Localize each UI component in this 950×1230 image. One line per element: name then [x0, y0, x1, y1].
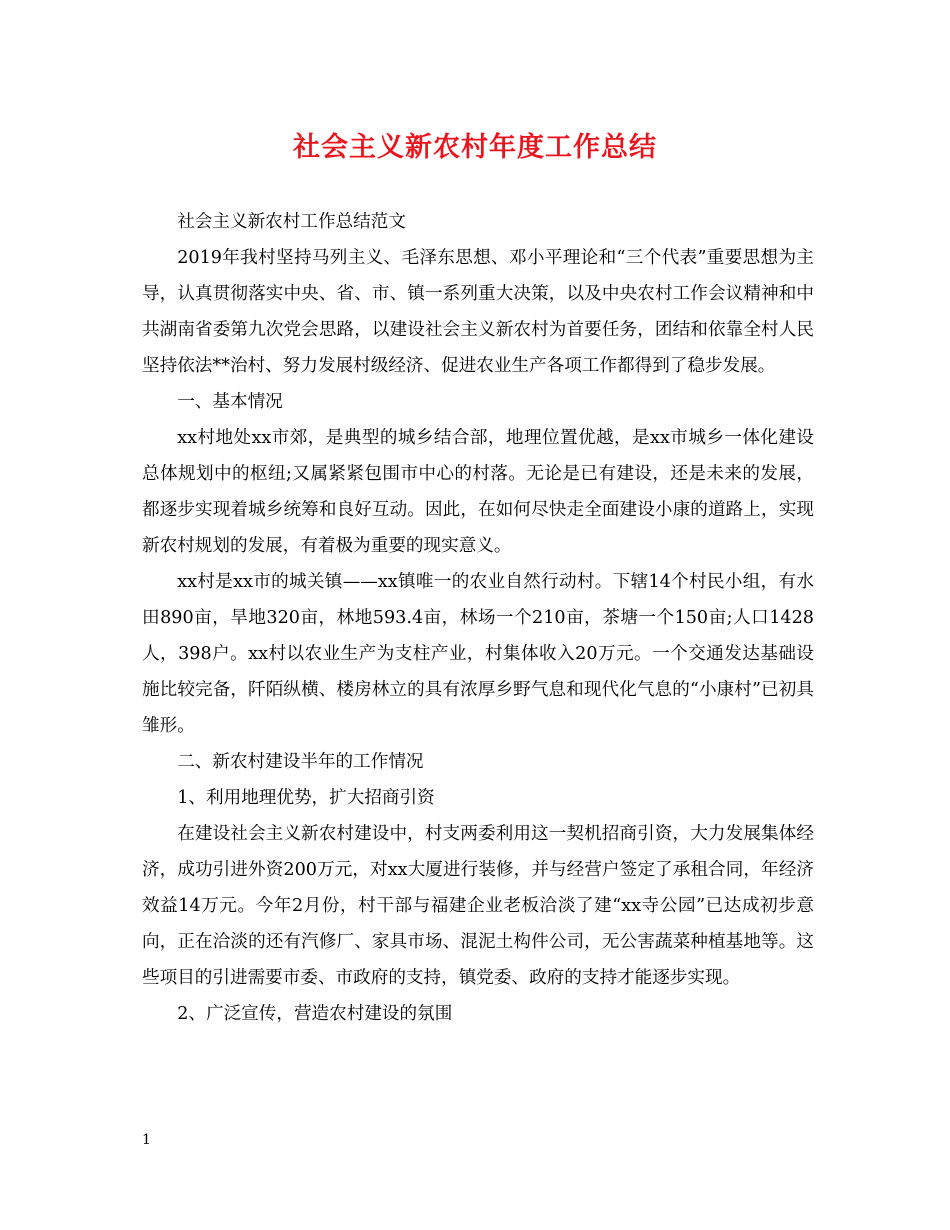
document-title: 社会主义新农村年度工作总结 — [293, 132, 657, 163]
paragraph-village-stats: xx村是xx市的城关镇——xx镇唯一的农业自然行动村。下辖14个村民小组，有水田890亩，旱地320亩，林地593.4亩，林场一个210亩，茶塘一个150亩;人口1428人，398户。xx村以农业生产为支柱产业，村集体收入20万元。一个交通发达基础设施比较完备，阡陌纵横、楼房林立的具有浓厚乡野气息和现代化气息的“小康村”已初具雏形。 — [142, 572, 814, 736]
paragraph-investment: 在建设社会主义新农村建设中，村支两委利用这一契机招商引资，大力发展集体经济，成功引进外资200万元，对xx大厦进行装修，并与经营户签定了承租合同，年经济效益14万元。今年2月份，村干部与福建企业老板洽淡了建“xx寺公园”已达成初步意向，正在洽淡的还有汽修厂、家具市场、混泥土构件公司，无公害蔬菜种植基地等。这些项目的引进需要市委、市政府的支持，镇党委、政府的支持才能逐步实现。 — [142, 824, 814, 988]
paragraph-location: xx村地处xx市郊，是典型的城乡结合部，地理位置优越，是xx市城乡一体化建设总体规划中的枢纽;又属紧紧包围市中心的村落。无论是已有建设，还是未来的发展，都逐步实现着城乡统筹和良好互动。因此，在如何尽快走全面建设小康的道路上，实现新农村规划的发展，有着极为重要的现实意义。 — [142, 428, 814, 556]
paragraph-subtitle: 社会主义新农村工作总结范文 — [177, 212, 406, 232]
subheading-investment: 1、利用地理优势，扩大招商引资 — [177, 788, 435, 808]
document-body — [142, 204, 814, 1032]
paragraph-intro: 2019年我村坚持马列主义、毛泽东思想、邓小平理论和“三个代表”重要思想为主导，认真贯彻落实中央、省、市、镇一系列重大决策，以及中央农村工作会议精神和中共湖南省委第九次党会思路，以建设社会主义新农村为首要任务，团结和依靠全村人民坚持依法**治村、努力发展村级经济、促进农业生产各项工作都得到了稳步发展。 — [142, 248, 814, 376]
subheading-publicity: 2、广泛宣传，营造农村建设的氛围 — [177, 1004, 453, 1024]
page-number: 1 — [142, 1132, 151, 1148]
section-heading-work: 二、新农村建设半年的工作情况 — [177, 752, 424, 772]
section-heading-basic: 一、基本情况 — [177, 392, 283, 412]
